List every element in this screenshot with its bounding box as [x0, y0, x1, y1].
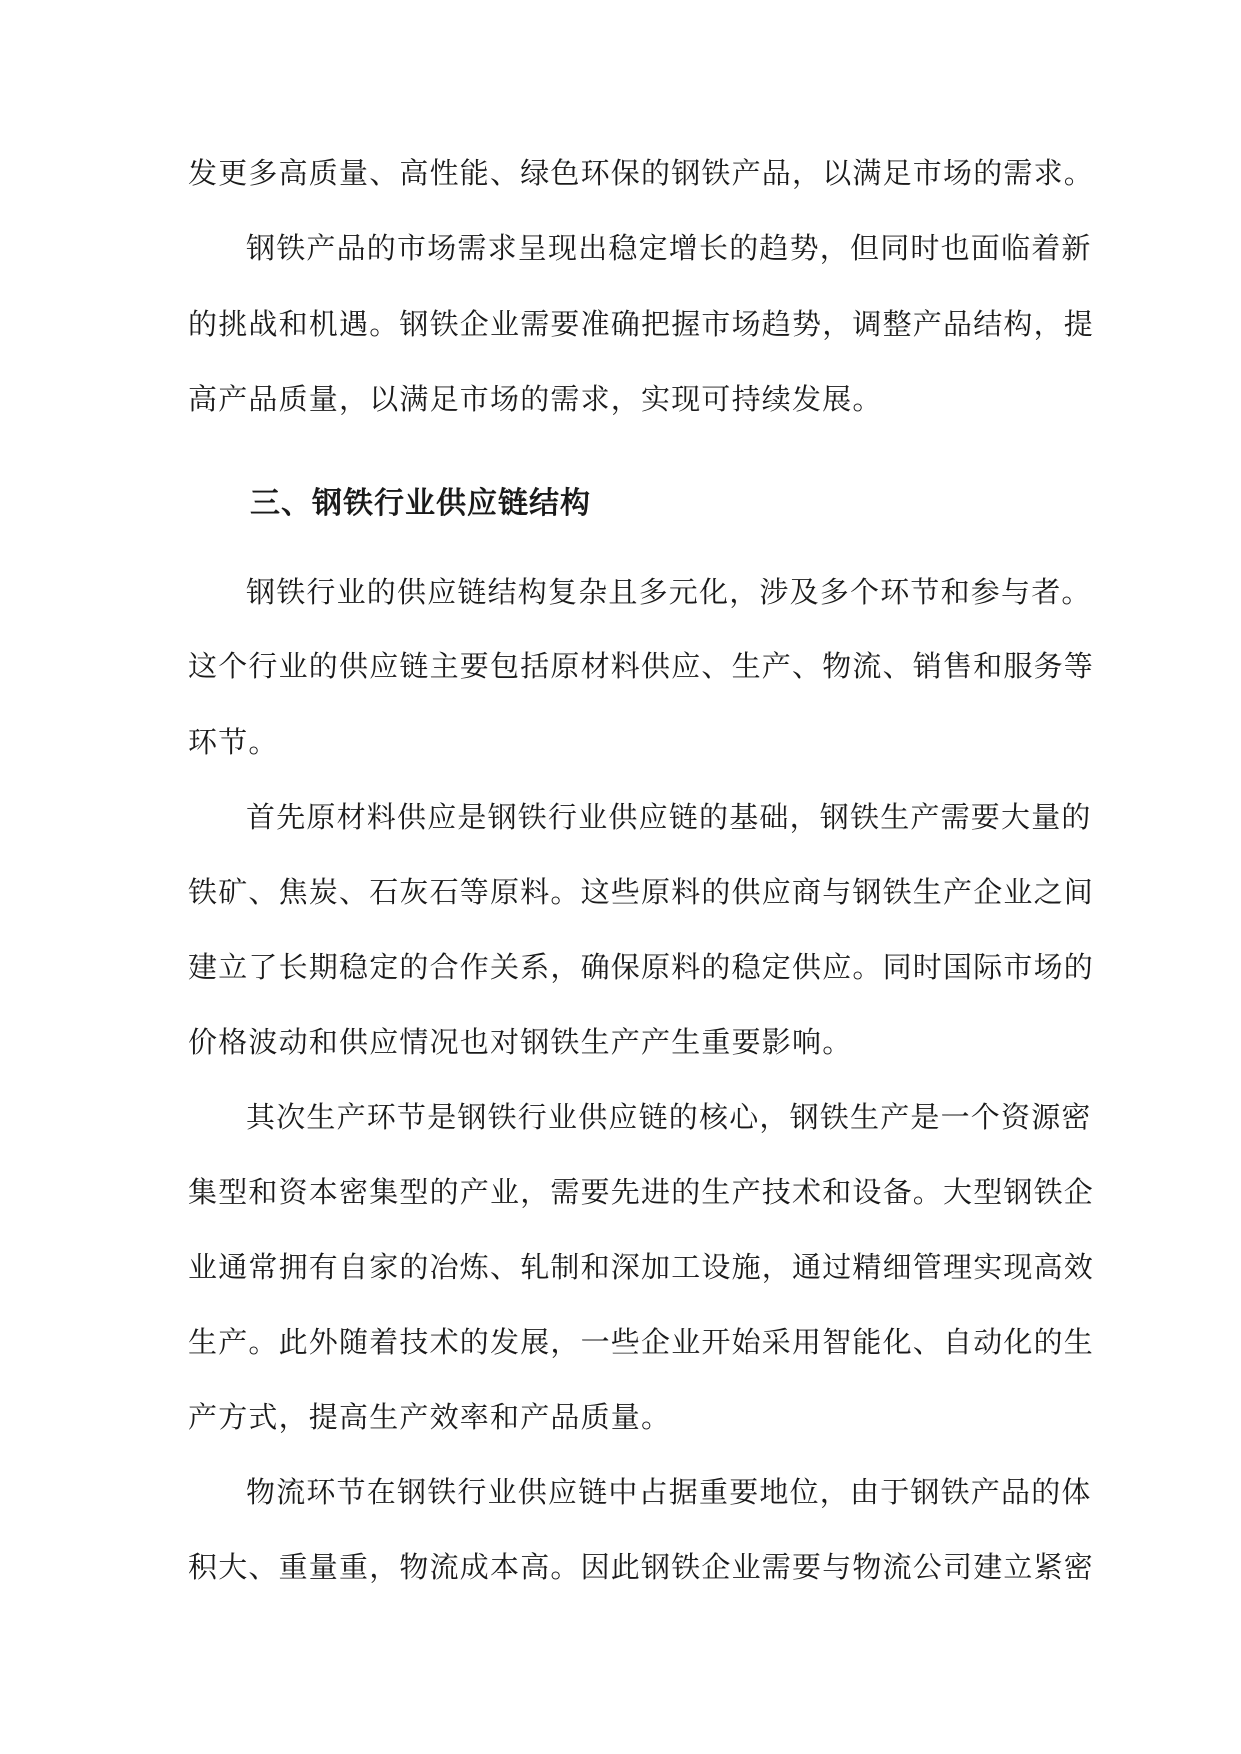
text-line: 钢铁产品的市场需求呈现出稳定增长的趋势，但同时也面临着新	[246, 231, 1092, 265]
section-heading: 三、钢铁行业供应链结构	[250, 486, 591, 521]
text-line: 环节。	[188, 725, 279, 759]
text-line: 铁矿、焦炭、石灰石等原料。这些原料的供应商与钢铁生产企业之间	[188, 875, 1095, 909]
text-line: 集型和资本密集型的产业，需要先进的生产技术和设备。大型钢铁企	[188, 1175, 1095, 1209]
text-line: 业通常拥有自家的冶炼、轧制和深加工设施，通过精细管理实现高效	[188, 1250, 1095, 1284]
text-line: 积大、重量重，物流成本高。因此钢铁企业需要与物流公司建立紧密	[188, 1550, 1095, 1584]
text-line: 首先原材料供应是钢铁行业供应链的基础，钢铁生产需要大量的	[246, 800, 1092, 834]
text-line: 钢铁行业的供应链结构复杂且多元化，涉及多个环节和参与者。	[246, 575, 1092, 609]
text-line: 产方式，提高生产效率和产品质量。	[188, 1400, 672, 1434]
text-line: 价格波动和供应情况也对钢铁生产产生重要影响。	[188, 1025, 853, 1059]
text-line: 这个行业的供应链主要包括原材料供应、生产、物流、销售和服务等	[188, 649, 1095, 683]
text-line: 的挑战和机遇。钢铁企业需要准确把握市场趋势，调整产品结构，提	[188, 307, 1095, 341]
text-line: 其次生产环节是钢铁行业供应链的核心，钢铁生产是一个资源密	[246, 1100, 1092, 1134]
text-line: 建立了长期稳定的合作关系，确保原料的稳定供应。同时国际市场的	[188, 950, 1095, 984]
text-line: 高产品质量，以满足市场的需求，实现可持续发展。	[188, 382, 883, 416]
text-line: 发更多高质量、高性能、绿色环保的钢铁产品，以满足市场的需求。	[188, 156, 1095, 190]
text-line: 生产。此外随着技术的发展，一些企业开始采用智能化、自动化的生	[188, 1325, 1095, 1359]
text-line: 物流环节在钢铁行业供应链中占据重要地位，由于钢铁产品的体	[246, 1475, 1092, 1509]
